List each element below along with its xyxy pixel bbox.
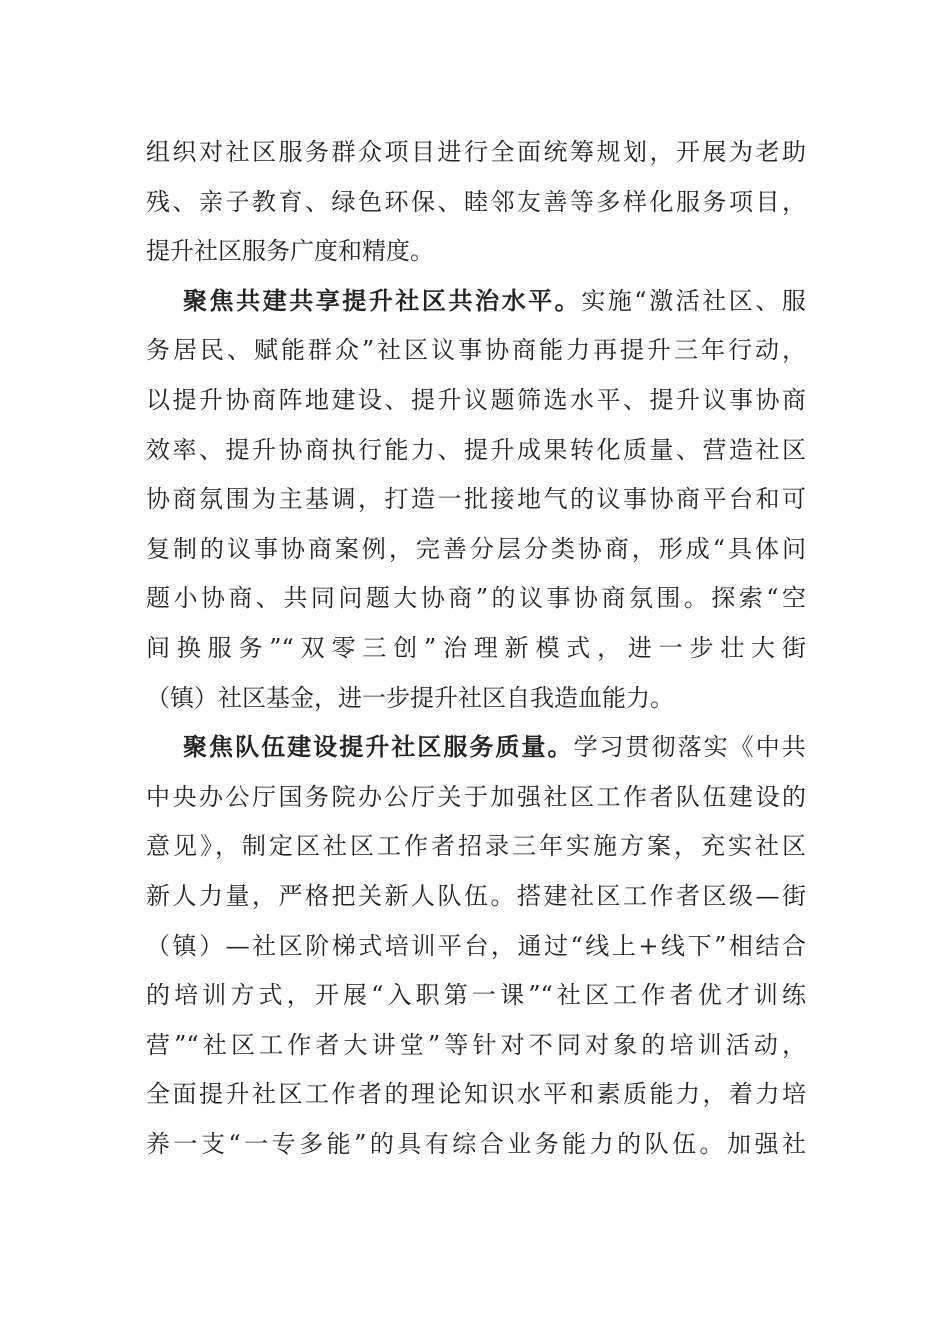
text-char: 社 <box>702 286 727 315</box>
text-line: 以提升协商阵地建设、提升议题筛选水平、提升议事协商 <box>146 385 806 414</box>
heading-char: 量 <box>521 733 546 762</box>
heading-char: 社 <box>391 733 416 762</box>
heading-char: 社 <box>395 286 420 315</box>
heading-char: 。 <box>554 286 579 315</box>
text-line: 复制的议事协商案例，完善分层分类协商，形成“具体问 <box>146 534 806 563</box>
text-line: 效率、提升协商执行能力、提升成果转化质量、营造社区 <box>146 435 806 464</box>
heading-char: 设 <box>313 733 338 762</box>
text-line: 养一支“一专多能”的具有综合业务能力的队伍。加强社 <box>146 1129 806 1158</box>
text-line: 提升社区服务广度和精度。 <box>146 237 434 266</box>
text-char: 中 <box>755 733 780 762</box>
text-char: 服 <box>781 286 806 315</box>
heading-char: 提 <box>342 286 367 315</box>
heading-char: 聚 <box>183 733 207 762</box>
text-line: 意见》，制定区社区工作者招录三年实施方案，充实社区 <box>146 832 806 861</box>
heading-char: 水 <box>501 286 526 315</box>
text-char: 学 <box>573 733 598 762</box>
text-char: 《 <box>729 733 754 762</box>
heading-char: 提 <box>339 733 364 762</box>
heading-char: 焦 <box>209 286 234 315</box>
text-line: 中央办公厅国务院办公厅关于加强社区工作者队伍建设的 <box>146 782 806 811</box>
heading-char: 质 <box>495 733 520 762</box>
heading-char: 区 <box>421 286 446 315</box>
text-char: 彻 <box>651 733 676 762</box>
text-char: 共 <box>781 733 806 762</box>
text-char: 激 <box>649 286 674 315</box>
text-char: 实 <box>581 286 606 315</box>
text-line: （镇）—社区阶梯式培训平台，通过“线上+线下”相结合 <box>146 931 806 960</box>
text-line: 题小协商、共同问题大协商”的议事协商氛围。探索“空 <box>146 584 806 613</box>
text-char: 区 <box>728 286 753 315</box>
heading-char: 建 <box>287 733 312 762</box>
heading-char: 升 <box>368 286 393 315</box>
heading-char: 聚 <box>183 286 207 315</box>
heading-char: 共 <box>289 286 314 315</box>
text-char: 习 <box>599 733 624 762</box>
text-char: 实 <box>703 733 728 762</box>
text-line: 残、亲子教育、绿色环保、睦邻友善等多样化服务项目， <box>146 187 806 216</box>
text-line <box>146 723 806 773</box>
text-char: 贯 <box>625 733 650 762</box>
heading-char: 共 <box>448 286 473 315</box>
heading-char: 治 <box>475 286 500 315</box>
text-char: 、 <box>755 286 780 315</box>
text-line: 间换服务”“双零三创”治理新模式，进一步壮大街 <box>146 633 806 662</box>
text-line: （镇）社区基金，进一步提升社区自我造血能力。 <box>146 683 674 712</box>
heading-char: 服 <box>443 733 468 762</box>
heading-char: 升 <box>365 733 390 762</box>
heading-char: 平 <box>528 286 553 315</box>
text-char: “ <box>634 286 647 315</box>
text-line: 营”“社区工作者大讲堂”等针对不同对象的培训活动， <box>146 1030 806 1059</box>
text-line: 协商氛围为主基调，打造一批接地气的议事协商平台和可 <box>146 485 806 514</box>
heading-char: 区 <box>417 733 442 762</box>
text-line: 新人力量，严格把关新人队伍。搭建社区工作者区级—街 <box>146 881 806 910</box>
heading-char: 伍 <box>261 733 286 762</box>
heading-char: 建 <box>262 286 287 315</box>
heading-char: 焦 <box>209 733 234 762</box>
heading-char: 队 <box>235 733 260 762</box>
text-line: 组织对社区服务群众项目进行全面统筹规划，开展为老助 <box>146 138 806 166</box>
heading-char: 。 <box>547 733 572 762</box>
text-line <box>146 277 806 327</box>
text-char: 活 <box>675 286 700 315</box>
heading-char: 共 <box>236 286 261 315</box>
heading-char: 享 <box>315 286 340 315</box>
text-char: 施 <box>607 286 632 315</box>
text-line: 的培训方式，开展“入职第一课”“社区工作者优才训练 <box>146 981 806 1010</box>
heading-char: 务 <box>469 733 494 762</box>
body-text <box>146 128 806 1169</box>
text-char: 落 <box>677 733 702 762</box>
text-line: 务居民、赋能群众”社区议事协商能力再提升三年行动， <box>146 336 806 365</box>
text-line: 全面提升社区工作者的理论知识水平和素质能力，着力培 <box>146 1080 806 1109</box>
